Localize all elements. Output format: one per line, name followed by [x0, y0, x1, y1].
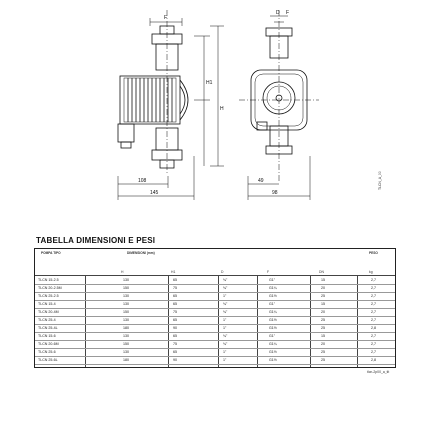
- cell-value: 2,7: [371, 278, 376, 282]
- cell-value: 75: [173, 342, 177, 346]
- cell-value: 90: [173, 358, 177, 362]
- cell-pump-model: TLCN 25-6: [38, 350, 56, 354]
- pump-technical-drawing: [34, 6, 396, 226]
- cell-value: 180: [123, 326, 129, 330]
- cell-value: 65: [173, 294, 177, 298]
- table-row: [35, 341, 395, 348]
- dim-label-f-left: F: [164, 15, 168, 21]
- header-dimensions: DIMENSIONI (mm): [127, 251, 155, 255]
- cell-value: 65: [173, 334, 177, 338]
- cell-value: ¾": [223, 310, 228, 314]
- cell-pump-model: TLCN 25-2.5: [38, 294, 59, 298]
- cell-value: 25: [321, 318, 325, 322]
- cell-value: G1½: [269, 318, 277, 322]
- cell-value: 2,7: [371, 342, 376, 346]
- cell-value: 130: [123, 302, 129, 306]
- cell-value: ¾": [223, 334, 228, 338]
- cell-value: 2,7: [371, 286, 376, 290]
- cell-value: 65: [173, 318, 177, 322]
- cell-value: G1¼: [269, 342, 277, 346]
- cell-value: 130: [123, 350, 129, 354]
- cell-value: 25: [321, 358, 325, 362]
- cell-value: G1½: [269, 358, 277, 362]
- cell-value: 1": [223, 318, 227, 322]
- cell-value: 20: [321, 310, 325, 314]
- table-row: [35, 285, 395, 292]
- cell-value: ¾": [223, 302, 228, 306]
- cell-value: 65: [173, 278, 177, 282]
- dim-label-h: H: [220, 106, 224, 112]
- table-row: [35, 357, 395, 364]
- cell-value: G1½: [269, 326, 277, 330]
- table-row: [35, 325, 395, 332]
- cell-value: 25: [321, 326, 325, 330]
- cell-pump-model: TLCN 25-4L: [38, 326, 58, 330]
- cell-value: G1": [269, 278, 276, 282]
- table-row: [35, 277, 395, 284]
- cell-value: 75: [173, 286, 177, 290]
- cell-value: 150: [123, 286, 129, 290]
- cell-value: ¾": [223, 342, 228, 346]
- cell-value: 1": [223, 326, 227, 330]
- section-title: TABELLA DIMENSIONI E PESI: [36, 236, 156, 245]
- col-header-kg: kg: [369, 270, 373, 274]
- cell-value: ¾": [223, 278, 228, 282]
- dim-label-f-right: F: [286, 10, 290, 16]
- cell-pump-model: TLCN 15-4: [38, 302, 56, 306]
- cell-value: 180: [123, 358, 129, 362]
- cell-value: ¾": [223, 286, 228, 290]
- cell-value: G1¼: [269, 310, 277, 314]
- cell-value: G1¼: [269, 286, 277, 290]
- cell-value: 2,7: [371, 350, 376, 354]
- table-row: [35, 317, 395, 324]
- cell-pump-model: TLCN 15-6: [38, 334, 56, 338]
- dim-label-98: 98: [272, 190, 278, 196]
- cell-value: 130: [123, 334, 129, 338]
- dim-label-49: 49: [258, 178, 264, 184]
- cell-value: 20: [321, 342, 325, 346]
- table-row: [35, 333, 395, 340]
- cell-value: 20: [321, 286, 325, 290]
- dimensions-table: [34, 248, 396, 368]
- cell-pump-model: TLCN 20-6M: [38, 342, 59, 346]
- cell-value: 130: [123, 278, 129, 282]
- cell-value: G1": [269, 334, 276, 338]
- header-pump-type: POMPA TIPO: [41, 251, 61, 255]
- table-row: [35, 301, 395, 308]
- cell-value: 130: [123, 294, 129, 298]
- cell-value: 2,7: [371, 310, 376, 314]
- cell-pump-model: TLCN 25-4: [38, 318, 56, 322]
- cell-pump-model: TLCN 15-2.5: [38, 278, 59, 282]
- dim-label-d: D: [276, 10, 280, 16]
- cell-value: 2,7: [371, 302, 376, 306]
- table-row: [35, 309, 395, 316]
- cell-value: 75: [173, 310, 177, 314]
- cell-value: 1": [223, 294, 227, 298]
- cell-pump-model: TLCN 25-6L: [38, 358, 58, 362]
- cell-value: 2,7: [371, 294, 376, 298]
- header-weight: PESO: [369, 251, 378, 255]
- cell-value: 90: [173, 326, 177, 330]
- cell-value: 15: [321, 302, 325, 306]
- cell-value: G1": [269, 302, 276, 306]
- table-row: [35, 349, 395, 356]
- footer-code: tlcn-2p00_a_tit: [367, 370, 390, 374]
- col-header-h: H: [121, 270, 124, 274]
- cell-value: G1½: [269, 350, 277, 354]
- cell-value: 25: [321, 350, 325, 354]
- cell-value: 150: [123, 342, 129, 346]
- cell-value: 2,8: [371, 326, 376, 330]
- row-divider: [35, 364, 395, 365]
- cell-value: 15: [321, 334, 325, 338]
- cell-value: 2,7: [371, 334, 376, 338]
- cell-value: 2,8: [371, 358, 376, 362]
- col-header-h1: H1: [171, 270, 176, 274]
- cell-value: 1": [223, 358, 227, 362]
- cell-value: 2,7: [371, 318, 376, 322]
- cell-value: 130: [123, 318, 129, 322]
- cell-value: 150: [123, 310, 129, 314]
- cell-value: 1": [223, 350, 227, 354]
- dim-label-108: 108: [138, 178, 147, 184]
- cell-value: 25: [321, 294, 325, 298]
- cell-pump-model: TLCN 20-2.5M: [38, 286, 62, 290]
- dim-label-145: 145: [150, 190, 159, 196]
- table-row: [35, 293, 395, 300]
- drawing-code: TLCN_A_00: [378, 171, 382, 190]
- col-header-f: F: [267, 270, 270, 274]
- cell-value: 65: [173, 350, 177, 354]
- col-header-dn: DN: [319, 270, 324, 274]
- cell-pump-model: TLCN 20-4M: [38, 310, 59, 314]
- cell-value: 15: [321, 278, 325, 282]
- cell-value: 65: [173, 302, 177, 306]
- col-header-d: D: [221, 270, 224, 274]
- dim-label-h1: H1: [206, 80, 213, 86]
- cell-value: G1½: [269, 294, 277, 298]
